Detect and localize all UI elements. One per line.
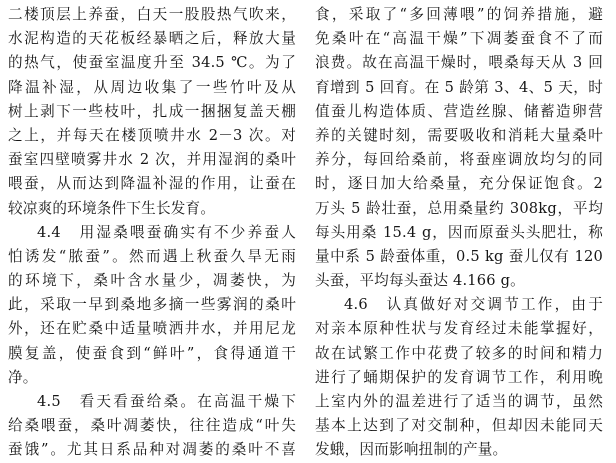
left-column (8, 3, 296, 463)
section-heading-line: 4.6 认真做好对交调节工作，由于 (344, 296, 603, 314)
section-4-5-continued-paragraph (315, 3, 603, 293)
text-line: 发蛾，因而影响扭制的产量。 (315, 441, 508, 459)
text-line: 值蚕儿构造体质、营造丝腺、储蓄造卵营 (315, 102, 603, 120)
text-line: 时，逐日加大给桑量，充分保证饱食。2 (315, 175, 603, 193)
text-line: 喂蚕，从而达到降温补湿的作用，让蚕在 (8, 175, 296, 193)
right-column (315, 3, 603, 463)
section-heading-line: 4.4 用湿桑喂蚕确实有不少养蚕人 (37, 223, 296, 241)
text-line: 树上剥下一些枝叶，扎成一捆捆复盖天棚 (8, 102, 296, 120)
text-line: 二楼顶层上养蚕，白天一股股热气吹来， (8, 6, 296, 23)
section-4-4-paragraph (8, 221, 296, 390)
text-line: 膜复盖，使蚕食到“鲜叶”，食得通道干 (8, 344, 296, 362)
text-line: 此，采取一早到桑地多摘一些雾润的桑叶 (8, 296, 296, 314)
text-line: 食，采取了“多回薄喂”的饲养措施，避 (315, 6, 603, 23)
text-line: 蚕室四壁喷雾井水 2 次，并用湿润的桑叶 (8, 151, 296, 169)
text-line: 养分，每回给桑前，将蚕座调放均匀的同 (315, 151, 603, 169)
text-line: 免桑叶在“高温干燥”下凋萎蚕食不了而 (315, 30, 603, 48)
text-line: 每头用桑 15.4 g，因而原蚕头头肥壮，称 (315, 223, 603, 241)
text-line: 对亲本原种性状与发育经过未能掌握好， (315, 320, 603, 338)
text-line: 浪费。故在高温干燥时，喂桑每天从 3 回 (315, 54, 603, 72)
text-line: 较凉爽的环境条件下生长发育。 (8, 199, 216, 217)
paragraph-cooling-humidifying (8, 3, 296, 221)
text-line: 外，还在贮桑中适量喷洒井水，并用尼龙 (8, 320, 296, 338)
text-line: 育增到 5 回育。在 5 龄第 3、4、5 天，时 (315, 78, 603, 96)
text-line: 给桑喂蚕，桑叶凋萎快，往往造成“叶失 (8, 417, 296, 435)
text-line: 净。 (8, 368, 38, 386)
text-line: 进行了蛹期保护的发育调节工作，利用晚 (315, 368, 603, 386)
text-line: 基本上达到了对交制种，但却因未能同天 (315, 417, 603, 435)
text-line: 头蚕，平均每头蚕达 4.166 g。 (315, 272, 525, 290)
text-line: 故在试繁工作中花费了较多的时间和精力 (315, 344, 603, 362)
text-line: 的环境下，桑叶含水量少，凋萎快，为 (8, 272, 296, 290)
section-4-6-paragraph (315, 293, 603, 462)
section-4-5-paragraph (8, 390, 296, 463)
text-line: 万头 5 龄壮蚕，总用桑量约 308kg，平均 (315, 199, 603, 217)
text-line: 蚕饿”。尤其日系品种对凋萎的桑叶不喜 (8, 441, 296, 459)
text-line: 上室内外的温差进行了适当的调节，虽然 (315, 393, 603, 410)
section-heading-line: 4.5 看天看蚕给桑。在高温干燥下 (37, 393, 296, 410)
text-line: 的热气，使蚕室温度升至 34.5 ℃。为了 (8, 54, 296, 72)
text-line: 之上，并每天在楼顶喷井水 2－3 次。对 (8, 126, 296, 144)
text-line: 水泥构造的天花板经暴晒之后，释放大量 (8, 30, 296, 48)
text-line: 养的关键时刻，需要吸收和消耗大量桑叶 (315, 126, 603, 144)
text-line: 怕诱发“脓蚕”。然而遇上秋蚕久旱无雨 (8, 247, 296, 265)
text-line: 量中系 5 龄蚕体重，0.5 kg 蚕儿仅有 120 (315, 247, 603, 265)
text-line: 降温补湿，从周边收集了一些竹叶及从 (8, 78, 296, 96)
